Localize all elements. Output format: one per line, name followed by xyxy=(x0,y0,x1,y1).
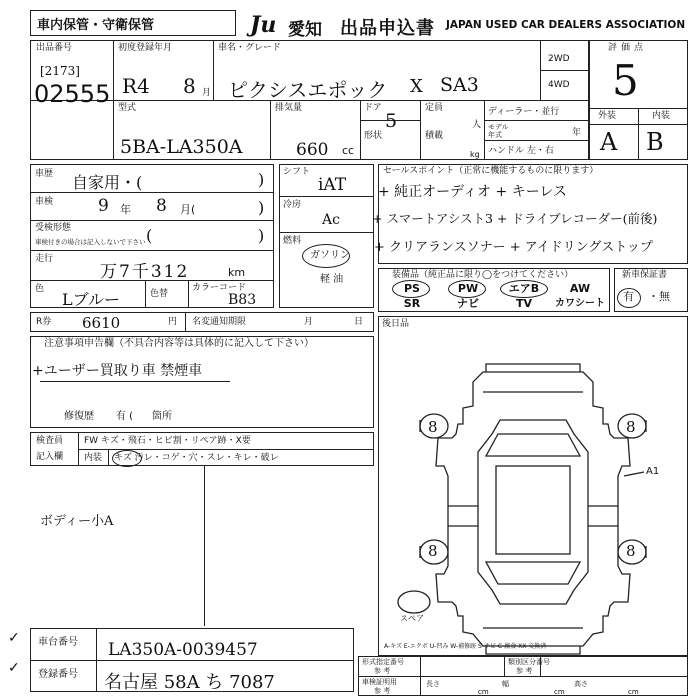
exterior-label: 外装 xyxy=(598,111,617,121)
equipment-tv: TV xyxy=(515,297,533,310)
width-label: 幅 xyxy=(502,680,509,688)
ref-label: 参 考 xyxy=(374,667,391,675)
receipt-paren-close: ) xyxy=(258,226,265,245)
inspection-year: 9 xyxy=(98,196,109,216)
year-unit: 年 xyxy=(572,128,582,138)
month-unit: 月 xyxy=(202,88,212,98)
first-reg-month: 8 xyxy=(183,74,196,98)
ju-logo: Ju xyxy=(250,12,277,38)
rear-item-label: 後日品 xyxy=(382,319,410,329)
name-grade-label: 車名・グレード xyxy=(218,43,282,53)
ac-value: Ac xyxy=(322,212,340,228)
height-label: 高さ xyxy=(574,680,588,688)
lot-number-label: 出品番号 xyxy=(36,43,73,53)
form-title: 出品申込書 xyxy=(340,18,435,39)
history-value: 自家用・( xyxy=(72,173,143,192)
color-code-label: カラーコード xyxy=(192,283,247,293)
shift-value: iAT xyxy=(318,175,347,195)
roof xyxy=(496,466,570,554)
capacity-unit: 人 xyxy=(472,120,482,130)
equipment-ps: PS xyxy=(404,282,420,295)
fuel-light-oil: 軽 油 xyxy=(320,274,344,285)
equipment-aw: AW xyxy=(569,282,591,295)
doors-value: 5 xyxy=(385,110,398,132)
inspector-label: 検査員 xyxy=(36,436,64,446)
cert-label: 車検証明用 xyxy=(362,678,397,686)
displacement-value: 660 xyxy=(296,140,329,160)
storage-tab-label: 車内保管・守衛保管 xyxy=(37,18,155,33)
inspection-year-unit: 年 xyxy=(120,203,131,216)
sales-point-line: + クリアランスソナー + アイドリングストップ xyxy=(374,240,653,255)
lot-number: 02555 xyxy=(34,80,111,108)
load-label: 積載 xyxy=(425,131,444,141)
model-year-label: モデル 年式 xyxy=(488,123,509,139)
exterior-value: A xyxy=(600,128,618,156)
color-change-label: 色替 xyxy=(150,289,169,299)
dealer-label: ディーラー・並行 xyxy=(488,107,560,117)
wheel-mark-rr: 8 xyxy=(626,542,636,560)
load-unit: kg xyxy=(470,150,480,159)
rating-label: 評価点 xyxy=(608,43,648,53)
front-bumper xyxy=(486,364,580,372)
grade-x: X xyxy=(410,76,423,97)
car-body-outline xyxy=(436,372,630,646)
equipment-airbag-circle xyxy=(500,280,548,298)
receipt-label: 受検形態 xyxy=(35,223,72,233)
first-reg-era: R4 xyxy=(122,74,150,98)
left-door-line xyxy=(448,506,478,526)
history-paren-close: ) xyxy=(258,170,265,189)
color-label: 色 xyxy=(35,284,45,294)
notice-day-unit: 日 xyxy=(354,317,364,327)
interior-value: B xyxy=(646,128,664,156)
right-door-line xyxy=(588,506,618,526)
side-mark: A1 xyxy=(646,466,660,477)
repair-label: 修復歴 xyxy=(64,411,94,422)
grade-sa3: SA3 xyxy=(440,74,479,96)
equipment-sr: SR xyxy=(403,297,421,310)
model-label: 型式 xyxy=(118,103,137,113)
sales-points-label: セールスポイント（正常に機能するものに限ります） xyxy=(383,166,599,176)
color-code-value: B83 xyxy=(228,292,257,308)
wheel-mark-fr: 8 xyxy=(626,418,636,436)
equipment-airbag: エアB xyxy=(508,282,540,295)
equipment-navi: ナビ xyxy=(457,297,479,310)
mileage-unit: km xyxy=(228,266,246,279)
fuel-gasoline: ガソリン xyxy=(310,250,350,261)
inspection-month-unit: 月( xyxy=(180,203,196,216)
new-car-warranty-label: 新車保証書 xyxy=(622,270,668,280)
shift-label: シフト xyxy=(283,167,311,177)
ref-label-2: 参 考 xyxy=(516,667,533,675)
margin-check-1: ✓ xyxy=(8,630,20,646)
rear-windshield xyxy=(486,562,580,584)
rating-value: 5 xyxy=(612,56,639,105)
receipt-paren-open: ( xyxy=(146,226,153,245)
sales-point-line: + スマートアシスト3 + ドライブレコーダー(前後) xyxy=(372,211,658,226)
interior-row: キズ 汚レ・コゲ・穴・スレ・キレ・破レ xyxy=(114,453,279,463)
sales-point-line: + 純正オーディオ + キーレス xyxy=(378,184,567,200)
equipment-pw-circle xyxy=(448,280,486,298)
notes-label: 注意事項申告欄（不具合内容等は具体的に記入して下さい） xyxy=(44,338,314,349)
notice-month-unit: 月 xyxy=(304,317,314,327)
warranty-no: ・無 xyxy=(648,290,670,303)
margin-check-2: ✓ xyxy=(8,660,20,676)
width-unit: cm xyxy=(554,688,565,696)
registration-value: 名古屋 58A ち 7087 xyxy=(104,672,275,693)
equipment-leather: カワシート xyxy=(555,298,605,309)
association-name: JAPAN USED CAR DEALERS ASSOCIATION xyxy=(446,19,686,31)
damage-legend: A-キズ E-エクボ U-凹み W-補修跡 S-サビ C-腐食 XX-交換済 xyxy=(384,643,547,650)
displacement-unit: cc xyxy=(342,144,355,157)
drive-4wd: 4WD xyxy=(548,80,570,90)
shape-label: 形状 xyxy=(364,131,383,141)
recycle-value: 6610 xyxy=(82,314,121,332)
inspection-paren-close: ) xyxy=(258,198,265,217)
inspection-label: 車検 xyxy=(35,197,54,207)
warranty-yes: 有 xyxy=(623,290,634,303)
lot-bracket: [2173] xyxy=(40,64,80,78)
repair-value: 有 ( xyxy=(116,411,134,422)
height-unit: cm xyxy=(628,688,639,696)
chassis-label: 車台番号 xyxy=(38,637,78,648)
model-value: 5BA-LA350A xyxy=(120,136,243,158)
mileage-label: 走行 xyxy=(35,254,54,264)
notes-value: +ユーザー買取り車 禁煙車 xyxy=(32,363,203,379)
recycle-unit: 円 xyxy=(168,317,178,327)
first-reg-label: 初度登録年月 xyxy=(118,43,173,53)
length-label: 長さ xyxy=(426,680,440,688)
inspection-month: 8 xyxy=(156,196,167,216)
equipment-label: 装備品（純正品に限り◯をつけてください） xyxy=(392,270,574,280)
type-cert-label: 形式指定番号 xyxy=(362,658,404,666)
inspector-label-2: 記入欄 xyxy=(36,452,64,462)
inspector-remark: ボディー小A xyxy=(40,514,114,529)
notice-deadline-label: 名変通知期限 xyxy=(192,317,247,327)
name-grade-value: ピクシスエポック xyxy=(228,78,388,102)
drive-2wd: 2WD xyxy=(548,54,570,64)
repair-tail: 箇所 xyxy=(152,411,172,422)
spare-tire xyxy=(398,591,430,613)
interior-row-label: 内装 xyxy=(84,453,103,463)
classification-label: 類別区分番号 xyxy=(508,658,550,666)
fw-row: FW キズ・飛石・ヒビ割・リペア跡・X要 xyxy=(84,436,251,446)
registration-label: 登録番号 xyxy=(38,669,78,680)
color-value: Lブルー xyxy=(62,290,120,309)
equipment-pw: PW xyxy=(457,282,479,295)
org-name: 愛知 xyxy=(288,20,322,40)
front-windshield xyxy=(486,434,580,456)
capacity-label: 定員 xyxy=(425,103,444,113)
interior-kizu-circle xyxy=(112,450,142,467)
wheel-mark-rl: 8 xyxy=(428,542,438,560)
displacement-label: 排気量 xyxy=(275,103,303,113)
side-mark-leader xyxy=(624,472,644,476)
spare-label: スペア xyxy=(400,614,424,623)
chassis-value: LA350A-0039457 xyxy=(108,640,258,660)
equipment-ps-circle xyxy=(392,280,430,298)
car-diagram xyxy=(378,316,688,656)
recycle-label: R券 xyxy=(36,317,52,327)
mileage-value: 万7千312 xyxy=(100,262,190,282)
interior-label: 内装 xyxy=(652,111,671,121)
storage-tab xyxy=(30,10,236,36)
ac-label: 冷房 xyxy=(283,200,302,210)
handle-label: ハンドル 左・右 xyxy=(488,146,554,156)
ref-label-3: 参 考 xyxy=(374,687,391,695)
length-unit: cm xyxy=(478,688,489,696)
receipt-sub: 車検付きの場合は記入しないで下さい xyxy=(35,238,146,246)
wheel-mark-fl: 8 xyxy=(428,418,438,436)
doors-label: ドア xyxy=(364,103,382,113)
history-label: 車歴 xyxy=(35,169,54,179)
fuel-label: 燃料 xyxy=(283,236,302,246)
